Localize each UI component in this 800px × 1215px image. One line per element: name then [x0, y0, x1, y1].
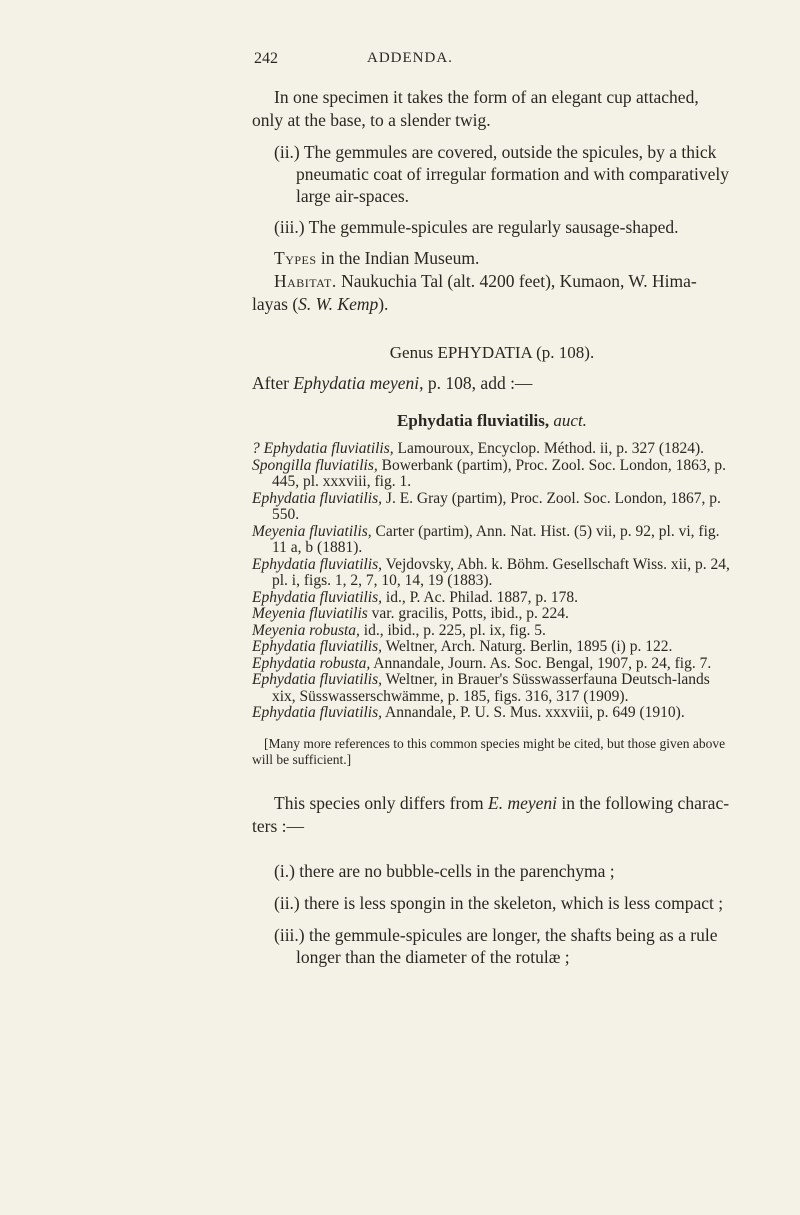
intro-item-ii: (ii.) The gemmules are covered, outside the spicules, by a thick pneumatic coat of irregular formation and with comparatively large air-spaces. — [274, 142, 729, 206]
reference-text: id., P. Ac. Philad. 1887, p. 178. — [382, 588, 578, 606]
reference-text: id., ibid., p. 225, pl. ix, fig. 5. — [359, 621, 546, 639]
reference-taxon: Ephydatia fluviatilis, — [252, 588, 383, 606]
types-label: Types — [274, 248, 317, 268]
reference-item — [252, 623, 732, 640]
reference-taxon: Ephydatia fluviatilis, — [252, 671, 383, 688]
reference-taxon: Ephydatia fluviatilis, — [252, 489, 383, 507]
reference-item — [252, 441, 732, 458]
reference-item — [252, 491, 732, 524]
species-name: Ephydatia fluviatilis, — [397, 411, 550, 430]
reference-taxon: Meyenia fluviatilis, — [252, 522, 372, 540]
reference-item — [252, 524, 732, 557]
reference-item — [252, 557, 732, 590]
types-line — [252, 247, 732, 270]
reference-taxon: Meyenia fluviatilis — [252, 605, 368, 622]
reference-taxon: Ephydatia fluviatilis, — [252, 704, 383, 721]
editorial-note: [Many more references to this common species might be cited, but those given above will be sufficient.] — [252, 735, 726, 767]
reference-taxon: Ephydatia fluviatilis, — [252, 555, 383, 573]
habitat-line — [252, 270, 732, 316]
reference-taxon: Spongilla fluviatilis, — [252, 456, 378, 474]
reference-text: J. E. Gray (partim), Proc. Zool. Soc. London, 1867, p. 550. — [272, 489, 721, 523]
habitat-collector: S. W. Kemp — [298, 294, 379, 314]
character-item: (iii.) the gemmule-spicules are longer, the shafts being as a rule longer than the diameter of the rotulæ ; — [274, 924, 718, 967]
reference-item — [252, 606, 732, 623]
reference-text: Bowerbank (partim), Proc. Zool. Soc. London, 1863, p. 445, pl. xxxviii, fig. 1. — [272, 456, 726, 490]
reference-taxon: Meyenia robusta, — [252, 621, 360, 639]
genus-heading: Genus EPHYDATIA (p. 108). — [389, 343, 595, 362]
reference-list — [252, 441, 732, 722]
reference-text: Weltner, in Brauer's Süsswasserfauna Deutsch-lands xix, Süsswasserschwämme, p. 185, figs. 316, 317 (1909). — [272, 671, 710, 705]
character-item: (ii.) there is less spongin in the skeleton, which is less compact ; — [274, 892, 724, 913]
reference-text: Weltner, Arch. Naturg. Berlin, 1895 (i) p. 122. — [382, 638, 673, 655]
reference-text: Vejdovsky, Abh. k. Böhm. Gesellschaft Wiss. xii, p. 24, pl. i, figs. 1, 2, 7, 10, 14, 19 (1883). — [272, 555, 730, 589]
character-list — [252, 860, 732, 968]
after-line — [252, 372, 732, 395]
reference-item — [252, 639, 732, 656]
differs-taxon: E. meyeni — [488, 792, 558, 813]
reference-text: Annandale, P. U. S. Mus. xxxviii, p. 649 (1910). — [382, 704, 685, 721]
reference-text: Annandale, Journ. As. Soc. Bengal, 1907, p. 24, fig. 7. — [370, 654, 712, 672]
intro-item-iii: (iii.) The gemmule-spicules are regularly sausage-shaped. — [274, 217, 679, 237]
reference-item — [252, 458, 732, 491]
character-item: (i.) there are no bubble-cells in the parenchyma ; — [274, 860, 615, 881]
reference-item — [252, 656, 732, 673]
types-text: in the Indian Museum. — [320, 248, 480, 268]
reference-item — [252, 590, 732, 607]
after-taxon: Ephydatia meyeni — [293, 373, 420, 393]
reference-text: Carter (partim), Ann. Nat. Hist. (5) vii, p. 92, pl. vi, fig. 11 a, b (1881). — [272, 522, 720, 556]
reference-taxon: Ephydatia robusta, — [252, 654, 371, 672]
habitat-end: ). — [378, 294, 389, 314]
reference-text: var. gracilis, Potts, ibid., p. 224. — [367, 605, 569, 622]
page-body — [252, 86, 732, 968]
reference-text: Lamouroux, Encyclop. Méthod. ii, p. 327 (1824). — [393, 440, 705, 457]
intro-paragraph: In one specimen it takes the form of an elegant cup attached, only at the base, to a slender twig. — [252, 87, 699, 130]
species-auct: auct. — [553, 411, 587, 430]
after-suffix: , p. 108, add :— — [419, 373, 533, 393]
reference-item — [252, 672, 732, 705]
differs-paragraph — [252, 792, 732, 838]
habitat-text: Naukuchia Tal (alt. 4200 feet), Kumaon, W. Hima-layas ( — [252, 271, 697, 314]
running-title: ADDENDA. — [367, 50, 453, 66]
reference-item — [252, 705, 732, 722]
reference-taxon: ? Ephydatia fluviatilis, — [252, 440, 394, 457]
page-number: 242 — [254, 50, 278, 67]
differs-prefix: This species only differs from — [274, 792, 489, 813]
species-heading — [252, 411, 732, 431]
reference-taxon: Ephydatia fluviatilis, — [252, 638, 383, 655]
differs-suffix: in the following charac-ters :— — [252, 792, 730, 836]
habitat-label: Habitat. — [274, 271, 337, 291]
after-prefix: After — [252, 373, 294, 393]
